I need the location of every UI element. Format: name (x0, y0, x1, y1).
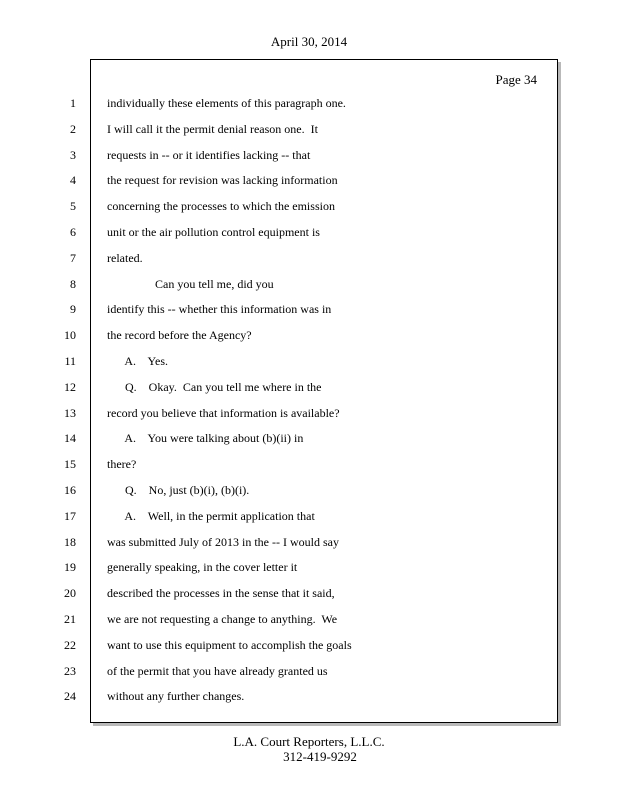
line-text: Q. No, just (b)(i), (b)(i). (107, 483, 250, 497)
line-number: 20 (64, 586, 76, 600)
line-number: 5 (70, 199, 76, 213)
line-text: we are not requesting a change to anything. We (107, 612, 338, 626)
line-text: Q. Okay. Can you tell me where in the (107, 380, 322, 394)
line-text: generally speaking, in the cover letter it (107, 560, 298, 574)
line-number: 15 (64, 457, 76, 471)
line-number: 6 (70, 225, 76, 239)
line-text: there? (107, 457, 137, 471)
line-number: 8 (70, 277, 76, 291)
line-text: concerning the processes to which the emission (107, 199, 335, 213)
line-number: 3 (70, 148, 76, 162)
line-number: 9 (70, 302, 76, 316)
line-text: record you believe that information is available? (107, 406, 340, 420)
line-number: 10 (64, 328, 76, 342)
line-text: requests in -- or it identifies lacking -- that (107, 148, 311, 162)
line-number: 18 (64, 535, 76, 549)
line-number: 22 (64, 638, 76, 652)
line-text: without any further changes. (107, 689, 245, 703)
line-number: 1 (70, 96, 76, 110)
footer-phone: 312-419-9292 (283, 749, 357, 764)
line-text: was submitted July of 2013 in the -- I would say (107, 535, 339, 549)
line-number: 2 (70, 122, 76, 136)
line-text: of the permit that you have already granted us (107, 664, 328, 678)
line-text: want to use this equipment to accomplish the goals (107, 638, 352, 652)
line-number: 19 (64, 560, 76, 574)
line-number: 17 (64, 509, 76, 523)
line-number: 13 (64, 406, 76, 420)
header-date: April 30, 2014 (270, 34, 348, 49)
page-number: Page 34 (495, 72, 537, 87)
line-text: A. You were talking about (b)(ii) in (107, 431, 304, 445)
line-text: the request for revision was lacking information (107, 173, 338, 187)
line-number: 24 (64, 689, 76, 703)
line-number: 7 (70, 251, 76, 265)
line-number: 21 (64, 612, 76, 626)
line-text: Can you tell me, did you (107, 277, 274, 291)
line-text: A. Well, in the permit application that (107, 509, 315, 523)
line-text: the record before the Agency? (107, 328, 252, 342)
line-text: individually these elements of this paragraph one. (107, 96, 346, 110)
footer-company: L.A. Court Reporters, L.L.C. (233, 734, 385, 749)
line-text: unit or the air pollution control equipment is (107, 225, 320, 239)
line-text: described the processes in the sense that it said, (107, 586, 335, 600)
line-number: 14 (64, 431, 76, 445)
line-number: 23 (64, 664, 76, 678)
line-text: related. (107, 251, 143, 265)
line-number: 11 (64, 354, 76, 368)
line-text: I will call it the permit denial reason one. It (107, 122, 318, 136)
footer (0, 734, 618, 764)
line-number: 4 (70, 173, 76, 187)
line-text: A. Yes. (107, 354, 169, 368)
line-number: 12 (64, 380, 76, 394)
line-number: 16 (64, 483, 76, 497)
line-text: identify this -- whether this information was in (107, 302, 332, 316)
